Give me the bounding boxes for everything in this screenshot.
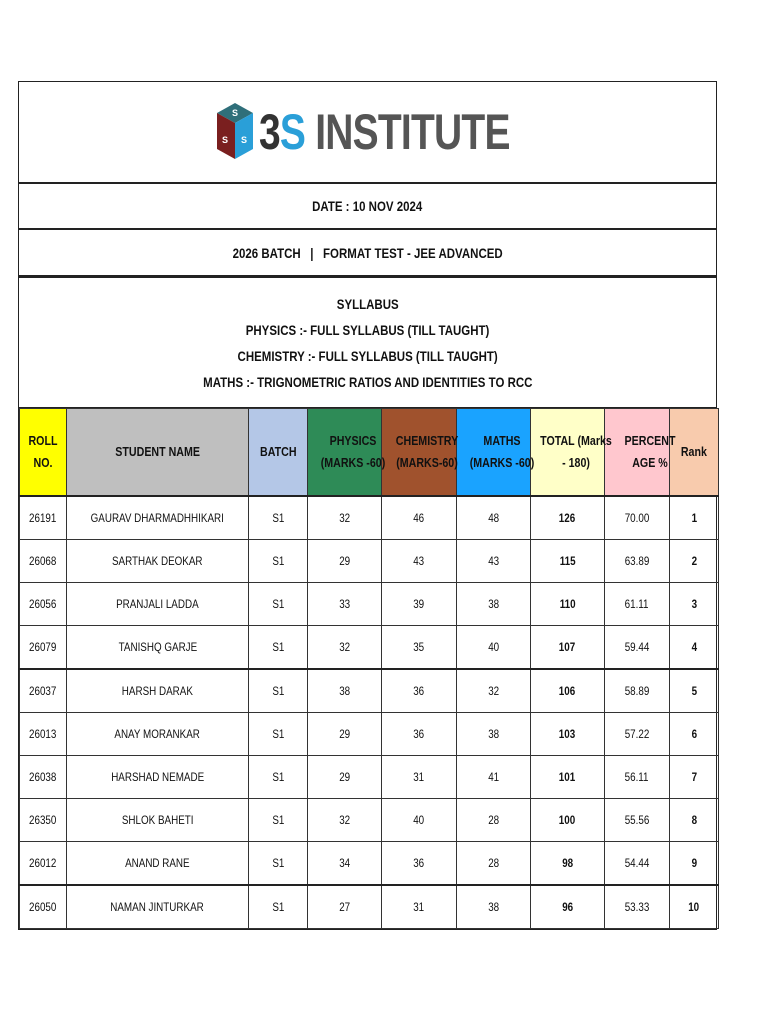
cell-maths: 40: [457, 626, 531, 670]
cube-letter-left: S: [221, 135, 228, 145]
cell-physics: 32: [308, 496, 382, 540]
cell-total: 110: [531, 583, 605, 626]
cell-percentage: 58.89: [605, 669, 670, 713]
cell-total: 107: [531, 626, 605, 670]
cell-roll-no: 26056: [20, 583, 67, 626]
cell-student-name: HARSH DARAK: [67, 669, 249, 713]
cube-letter-top: S: [231, 108, 238, 118]
cell-chemistry: 31: [382, 885, 457, 929]
cell-physics: 34: [308, 842, 382, 886]
cell-maths: 28: [457, 842, 531, 886]
cell-percentage: 63.89: [605, 540, 670, 583]
syllabus-physics: PHYSICS :- FULL SYLLABUS (TILL TAUGHT): [245, 321, 490, 338]
cell-rank: 8: [670, 799, 719, 842]
column-header-percentage: PERCENT AGE %: [605, 409, 670, 497]
cell-roll-no: 26350: [20, 799, 67, 842]
syllabus-block: [19, 278, 716, 408]
cell-student-name: SARTHAK DEOKAR: [67, 540, 249, 583]
column-header-student-name: STUDENT NAME: [67, 409, 249, 497]
cell-student-name: ANAY MORANKAR: [67, 713, 249, 756]
table-row: [20, 756, 719, 799]
cell-chemistry: 43: [382, 540, 457, 583]
cell-batch: S1: [249, 799, 308, 842]
logo-header: [19, 82, 716, 184]
cell-maths: 48: [457, 496, 531, 540]
cell-physics: 32: [308, 626, 382, 670]
results-table: [19, 408, 719, 929]
column-header-physics: PHYSICS (MARKS -60): [308, 409, 382, 497]
cell-chemistry: 36: [382, 713, 457, 756]
cell-batch: S1: [249, 669, 308, 713]
cell-maths: 43: [457, 540, 531, 583]
cell-physics: 29: [308, 540, 382, 583]
column-header-roll-no: ROLL NO.: [20, 409, 67, 497]
cell-batch: S1: [249, 885, 308, 929]
cell-student-name: ANAND RANE: [67, 842, 249, 886]
cube-logo-icon: [215, 101, 255, 163]
cell-student-name: NAMAN JINTURKAR: [67, 885, 249, 929]
cell-percentage: 56.11: [605, 756, 670, 799]
cell-chemistry: 36: [382, 842, 457, 886]
table-row: [20, 669, 719, 713]
cell-student-name: PRANJALI LADDA: [67, 583, 249, 626]
cell-total: 115: [531, 540, 605, 583]
cube-letter-right: S: [240, 135, 247, 145]
cell-percentage: 57.22: [605, 713, 670, 756]
result-sheet: [18, 81, 717, 930]
date-row: [19, 184, 716, 230]
cell-rank: 6: [670, 713, 719, 756]
cell-batch: S1: [249, 540, 308, 583]
column-header-batch: BATCH: [249, 409, 308, 497]
cell-rank: 10: [670, 885, 719, 929]
cell-physics: 29: [308, 713, 382, 756]
table-header-row: [20, 409, 719, 497]
column-header-maths: MATHS (MARKS -60): [457, 409, 531, 497]
cell-roll-no: 26191: [20, 496, 67, 540]
cell-percentage: 55.56: [605, 799, 670, 842]
table-body: [20, 496, 719, 929]
cell-student-name: SHLOK BAHETI: [67, 799, 249, 842]
cell-maths: 28: [457, 799, 531, 842]
cell-roll-no: 26068: [20, 540, 67, 583]
cell-student-name: TANISHQ GARJE: [67, 626, 249, 670]
test-date: DATE : 10 NOV 2024: [312, 198, 423, 214]
cell-maths: 38: [457, 713, 531, 756]
table-row: [20, 540, 719, 583]
cell-roll-no: 26013: [20, 713, 67, 756]
cell-total: 96: [531, 885, 605, 929]
cell-chemistry: 35: [382, 626, 457, 670]
table-row: [20, 885, 719, 929]
cell-roll-no: 26038: [20, 756, 67, 799]
cell-maths: 38: [457, 885, 531, 929]
table-row: [20, 799, 719, 842]
cell-roll-no: 26079: [20, 626, 67, 670]
batch-row: [19, 230, 716, 278]
cell-batch: S1: [249, 496, 308, 540]
cell-maths: 41: [457, 756, 531, 799]
cell-rank: 2: [670, 540, 719, 583]
cell-roll-no: 26012: [20, 842, 67, 886]
column-header-chemistry: CHEMISTRY (MARKS-60): [382, 409, 457, 497]
cell-chemistry: 39: [382, 583, 457, 626]
column-header-total: TOTAL (Marks - 180): [531, 409, 605, 497]
cell-batch: S1: [249, 756, 308, 799]
cell-total: 100: [531, 799, 605, 842]
cell-rank: 4: [670, 626, 719, 670]
cell-percentage: 70.00: [605, 496, 670, 540]
cell-total: 126: [531, 496, 605, 540]
cell-maths: 32: [457, 669, 531, 713]
cell-rank: 1: [670, 496, 719, 540]
table-row: [20, 713, 719, 756]
table-row: [20, 496, 719, 540]
cell-total: 106: [531, 669, 605, 713]
cell-rank: 9: [670, 842, 719, 886]
batch-test-title: 2026 BATCH | FORMAT TEST - JEE ADVANCED: [232, 244, 503, 261]
cell-chemistry: 46: [382, 496, 457, 540]
cell-percentage: 59.44: [605, 626, 670, 670]
cell-physics: 38: [308, 669, 382, 713]
cell-total: 98: [531, 842, 605, 886]
cell-total: 101: [531, 756, 605, 799]
cell-chemistry: 36: [382, 669, 457, 713]
cell-student-name: GAURAV DHARMADHHIKARI: [67, 496, 249, 540]
cell-chemistry: 40: [382, 799, 457, 842]
cell-student-name: HARSHAD NEMADE: [67, 756, 249, 799]
cell-maths: 38: [457, 583, 531, 626]
syllabus-title: SYLLABUS: [336, 295, 399, 312]
cell-physics: 32: [308, 799, 382, 842]
syllabus-chemistry: CHEMISTRY :- FULL SYLLABUS (TILL TAUGHT): [237, 347, 498, 364]
cell-percentage: 61.11: [605, 583, 670, 626]
column-header-rank: Rank: [670, 409, 719, 497]
institute-logo: [215, 101, 520, 163]
table-row: [20, 583, 719, 626]
cell-physics: 29: [308, 756, 382, 799]
table-row: [20, 842, 719, 886]
cell-rank: 5: [670, 669, 719, 713]
cell-batch: S1: [249, 842, 308, 886]
cell-physics: 27: [308, 885, 382, 929]
cell-roll-no: 26050: [20, 885, 67, 929]
cell-roll-no: 26037: [20, 669, 67, 713]
syllabus-maths: MATHS :- TRIGNOMETRIC RATIOS AND IDENTITIES TO RCC: [202, 373, 533, 390]
cell-physics: 33: [308, 583, 382, 626]
cell-batch: S1: [249, 583, 308, 626]
cell-percentage: 53.33: [605, 885, 670, 929]
cell-batch: S1: [249, 626, 308, 670]
table-row: [20, 626, 719, 670]
cell-total: 103: [531, 713, 605, 756]
cell-rank: 7: [670, 756, 719, 799]
cell-percentage: 54.44: [605, 842, 670, 886]
cell-chemistry: 31: [382, 756, 457, 799]
cell-batch: S1: [249, 713, 308, 756]
logo-wordmark: 3S INSTITUTE: [258, 104, 510, 160]
cell-rank: 3: [670, 583, 719, 626]
